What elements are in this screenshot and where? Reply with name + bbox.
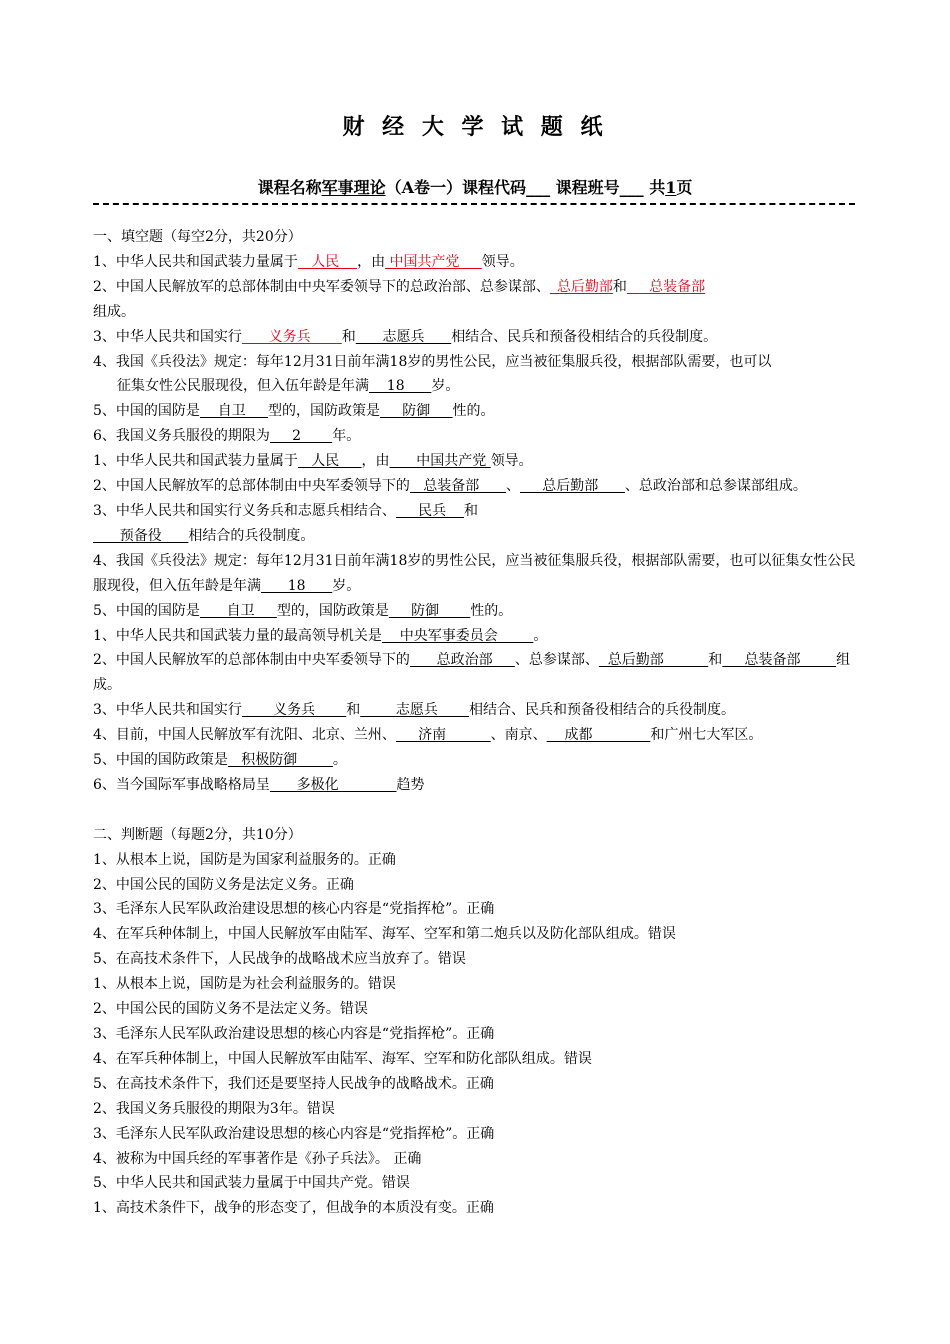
answer-blank: 总装备部 [626,278,706,295]
answer-blank: 济南 [395,727,491,744]
question-fill-3b-cont: 预备役 相结合的兵役制度。 [93,527,315,544]
answer-blank: 防御 [379,403,453,420]
answer-blank: 人民 [297,253,358,270]
true-false-item: 2、中国公民的国防义务是法定义务。正确 [93,876,354,893]
exam-body [93,225,863,1221]
true-false-item: 3、毛泽东人民军队政治建设思想的核心内容是“党指挥枪”。正确 [93,1025,495,1042]
answer-blank: 总后勤部 [598,652,709,669]
answer-blank: 总装备部 [722,652,837,669]
true-false-item: 4、在军兵种体制上，中国人民解放军由陆军、海军、空军和防化部队组成。错误 [93,1050,592,1067]
question-fill-3c: 3、中华人民共和国实行 义务兵 和 志愿兵 相结合、民兵和预备役相结合的兵役制度。 [93,702,735,719]
true-false-item: 4、在军兵种体制上，中国人民解放军由陆军、海军、空军和第二炮兵以及防化部队组成。错误 [93,926,676,943]
page-title: 财 经 大 学 试 题 纸 [342,114,608,140]
answer-blank: 志愿兵 [360,702,469,719]
true-false-item: 5、在高技术条件下，人民战争的战略战术应当放弃了。错误 [93,951,466,968]
answer-blank: 总政治部 [409,652,515,669]
true-false-item: 5、在高技术条件下，我们还是要坚持人民战争的战略战术。正确 [93,1075,494,1092]
answer-blank: 总装备部 [409,478,506,495]
true-false-item: 2、中国公民的国防义务不是法定义务。错误 [93,1001,368,1018]
answer-blank: 中国共产党 [385,253,482,270]
pages-label-post: 页 [676,178,693,197]
answer-blank: 自卫 [199,602,277,619]
question-fill-2a: 2、中国人民解放军的总部体制由中央军委领导下的总政治部、总参谋部、_总后勤部和 总装备部 [93,278,706,295]
course-code-blank: ___ [526,178,551,197]
true-false-item: 4、被称为中国兵经的军事著作是《孙子兵法》。 正确 [93,1150,422,1167]
answer-blank: 义务兵 [241,328,342,345]
question-fill-3b: 3、中华人民共和国实行义务兵和志愿兵相结合、 民兵 和 [93,502,478,519]
pages-label-pre: 共 [643,178,666,197]
section-fill-in-heading: 一、填空题（每空2分，共20分） [93,229,302,245]
question-fill-2a-cont: 组成。 [93,303,135,320]
answer-blank: 18 [261,577,333,594]
question-fill-5b: 5、中国的国防是 自卫 型的，国防政策是 防御 性的。 [93,602,513,619]
question-fill-1a: 1、中华人民共和国武装力量属于 人民 ，由 中国共产党 领导。 [93,253,524,270]
question-fill-2c: 2、中国人民解放军的总部体制由中央军委领导下的 总政治部 、总参谋部、 总后勤部 和 总装备部 组成。 [93,652,851,694]
question-fill-5c: 5、中国的国防政策是 积极防御 。 [93,752,347,769]
answer-blank: 义务兵 [241,702,347,719]
class-number-label: 课程班号 [555,178,620,197]
answer-blank: 人民 [297,453,362,470]
true-false-item: 5、中华人民共和国武装力量属于中国共产党。错误 [93,1175,410,1192]
true-false-item: 3、毛泽东人民军队政治建设思想的核心内容是“党指挥枪”。正确 [93,1125,495,1142]
question-fill-4a-cont: 征集女性公民服现役，但入伍年龄是年满 18 岁。 [117,378,460,395]
answer-blank: 18 [369,378,432,395]
question-fill-1c: 1、中华人民共和国武装力量的最高领导机关是 中央军事委员会 。 [93,627,548,644]
course-name-label: 课程名称 [257,178,322,197]
class-number-blank: ___ [619,178,644,197]
course-code-label: 课程代码 [462,178,527,197]
section-spacer [93,798,863,823]
answer-blank: 2 [269,428,333,445]
answer-blank: 成都 [546,727,651,744]
section-true-false-heading: 二、判断题（每题2分，共10分） [93,826,302,843]
true-false-item: 3、毛泽东人民军队政治建设思想的核心内容是“党指挥枪”。正确 [93,901,495,918]
true-false-item: 1、从根本上说，国防是为国家利益服务的。正确 [93,851,396,868]
question-fill-4a: 4、我国《兵役法》规定：每年12月31日前年满18岁的男性公民，应当被征集服兵役，根据部队需要，也可以 [93,353,772,370]
question-fill-6a: 6、我国义务兵服役的期限为 2 年。 [93,428,361,445]
course-name: 军事理论 [321,178,386,197]
true-false-item: 1、从根本上说，国防是为社会利益服务的。错误 [93,976,396,993]
answer-blank: 自卫 [199,403,268,420]
separator-dashed-line [93,203,855,205]
answer-blank: 中央军事委员会 [381,627,534,644]
question-fill-1b: 1、中华人民共和国武装力量属于 人民 ，由 中国共产党 领导。 [93,453,533,470]
answer-blank: 志愿兵 [355,328,452,345]
page-count: 1 [665,178,677,197]
answer-blank: _总后勤部 [549,278,613,295]
question-fill-4b: 4、我国《兵役法》规定：每年12月31日前年满18岁的男性公民，应当被征集服兵役，根据部队需要，也可以征集女性公民服现役，但入伍年龄是年满 18 岁。 [93,552,856,594]
true-false-item: 1、高技术条件下，战争的形态变了，但战争的本质没有变。正确 [93,1200,494,1217]
course-header [0,175,950,198]
answer-blank: 多极化 [269,776,397,793]
question-fill-6c: 6、当今国际军事战略格局呈 多极化 趋势 [93,776,425,793]
answer-blank: 积极防御 [227,752,333,769]
answer-blank: 民兵 [395,502,464,519]
question-fill-3a: 3、中华人民共和国实行 义务兵 和 志愿兵 相结合、民兵和预备役相结合的兵役制度。 [93,328,718,345]
answer-blank: 中国共产党 [389,453,491,470]
question-fill-4c: 4、目前，中国人民解放军有沈阳、北京、兰州、 济南 、南京、 成都 和广州七大军区。 [93,727,763,744]
question-fill-2b: 2、中国人民解放军的总部体制由中央军委领导下的 总装备部 、 总后勤部 、总政治部和总参谋部组成。 [93,478,807,495]
exam-version: （A卷一） [385,178,463,197]
question-fill-5a: 5、中国的国防是 自卫 型的，国防政策是 防御 性的。 [93,403,495,420]
answer-blank: 总后勤部 [519,478,625,495]
true-false-item: 2、我国义务兵服役的期限为3年。错误 [93,1100,335,1117]
answer-blank: 防御 [388,602,471,619]
answer-blank: 预备役 [93,527,189,544]
